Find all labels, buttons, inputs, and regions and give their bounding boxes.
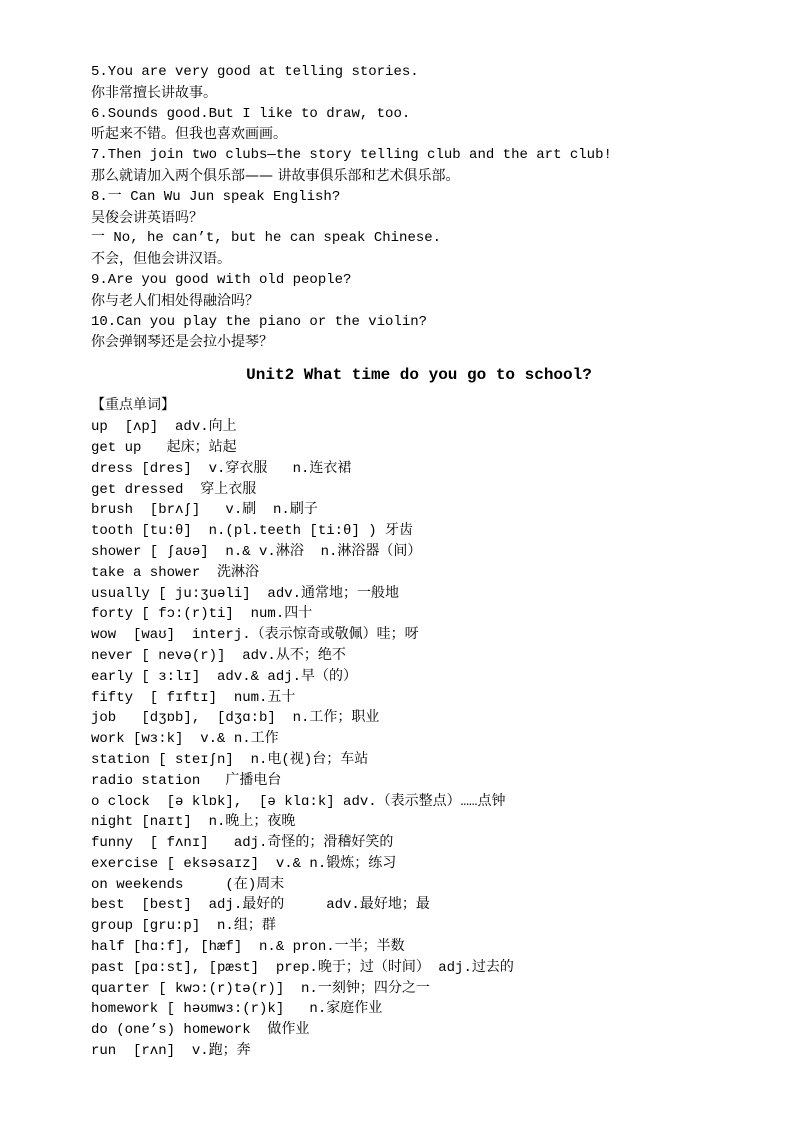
vocab-item: usually [ ju:ʒuəli] adv.通常地；一般地 bbox=[91, 585, 400, 602]
vocab-item: get up 起床；站起 bbox=[91, 439, 237, 456]
sentence-en-8b: 一 No, he can’t, but he can speak Chinese. bbox=[91, 230, 442, 247]
vocab-item: shower [ ʃaʊə] n.& v.淋浴 n.淋浴器（间） bbox=[91, 543, 422, 560]
vocab-item: fifty [ fɪftɪ] num.五十 bbox=[91, 689, 296, 706]
vocab-item: early [ ɜ:lɪ] adv.& adj.早（的） bbox=[91, 668, 358, 685]
vocab-item: best [best] adj.最好的 adv.最好地；最 bbox=[91, 897, 430, 914]
vocab-list bbox=[91, 417, 731, 1062]
vocab-item: dress [dres] v.穿衣服 n.连衣裙 bbox=[91, 460, 352, 477]
unit-title: Unit2 What time do you go to school? bbox=[246, 366, 592, 385]
vocab-item: tooth [tu:θ] n.(pl.teeth [ti:θ] ) 牙齿 bbox=[91, 523, 414, 540]
vocab-item: never [ nevə(r)] adv.从不；绝不 bbox=[91, 647, 346, 664]
vocab-item: on weekends (在)周末 bbox=[91, 876, 285, 893]
vocab-item: up [ʌp] adv.向上 bbox=[91, 419, 237, 436]
vocab-item: work [wɜ:k] v.& n.工作 bbox=[91, 731, 279, 748]
vocab-item: o clock [ə klɒk], [ə klɑ:k] adv.（表示整点）……点钟 bbox=[91, 793, 506, 810]
sentence-cn-10: 你会弹钢琴还是会拉小提琴？ bbox=[91, 334, 273, 351]
vocab-item: forty [ fɔ:(r)ti] num.四十 bbox=[91, 606, 313, 623]
sentence-en-9: 9.Are you good with old people? bbox=[91, 271, 352, 288]
document-page bbox=[91, 62, 731, 1062]
vocab-item: funny [ fʌnɪ] adj.奇怪的；滑稽好笑的 bbox=[91, 835, 394, 852]
vocab-item: run [rʌn] v.跑；奔 bbox=[91, 1043, 251, 1060]
sentence-en-8a: 8.一 Can Wu Jun speak English? bbox=[91, 188, 341, 205]
sentence-cn-7: 那么就请加入两个俱乐部—— 讲故事俱乐部和艺术俱乐部。 bbox=[91, 167, 460, 184]
vocab-item: past [pɑ:st], [pæst] prep.晚于；过（时间） adj.过去的 bbox=[91, 959, 514, 976]
vocab-item: do (one’s) homework 做作业 bbox=[91, 1022, 310, 1039]
sentence-en-10: 10.Can you play the piano or the violin? bbox=[91, 313, 428, 330]
vocab-item: quarter [ kwɔ:(r)tə(r)] n.一刻钟；四分之一 bbox=[91, 980, 430, 997]
sentence-cn-5: 你非常擅长讲故事。 bbox=[91, 84, 217, 101]
sentence-cn-8a: 吴俊会讲英语吗？ bbox=[91, 209, 203, 226]
vocab-item: station [ steɪʃn] n.电(视)台；车站 bbox=[91, 751, 369, 768]
sentence-list bbox=[91, 62, 731, 353]
section-heading: 【重点单词】 bbox=[91, 397, 175, 414]
sentence-cn-6: 听起来不错。但我也喜欢画画。 bbox=[91, 126, 287, 143]
sentence-en-7: 7.Then join two clubs—the story telling club and the art club! bbox=[91, 147, 612, 164]
sentence-en-6: 6.Sounds good.But I like to draw, too. bbox=[91, 105, 411, 122]
vocab-item: exercise [ eksəsaɪz] v.& n.锻炼；练习 bbox=[91, 855, 397, 872]
vocab-item: take a shower 洗淋浴 bbox=[91, 564, 260, 581]
vocab-item: night [naɪt] n.晚上；夜晚 bbox=[91, 814, 296, 831]
sentence-cn-8b: 不会，但他会讲汉语。 bbox=[91, 251, 231, 268]
sentence-cn-9: 你与老人们相处得融洽吗？ bbox=[91, 292, 259, 309]
vocab-item: half [hɑ:f], [hæf] n.& pron.一半；半数 bbox=[91, 939, 405, 956]
vocab-item: group [gru:p] n.组；群 bbox=[91, 918, 276, 935]
sentence-en-5: 5.You are very good at telling stories. bbox=[91, 64, 419, 80]
vocab-item: radio station 广播电台 bbox=[91, 772, 282, 789]
vocab-item: brush [brʌʃ] v.刷 n.刷子 bbox=[91, 502, 318, 519]
vocab-item: get dressed 穿上衣服 bbox=[91, 481, 257, 498]
vocab-item: wow [waʊ] interj.（表示惊奇或敬佩）哇；呀 bbox=[91, 627, 419, 644]
vocab-item: job [dʒɒb], [dʒɑ:b] n.工作；职业 bbox=[91, 710, 380, 727]
vocab-item: homework [ həʊmwɜ:(r)k] n.家庭作业 bbox=[91, 1001, 383, 1018]
